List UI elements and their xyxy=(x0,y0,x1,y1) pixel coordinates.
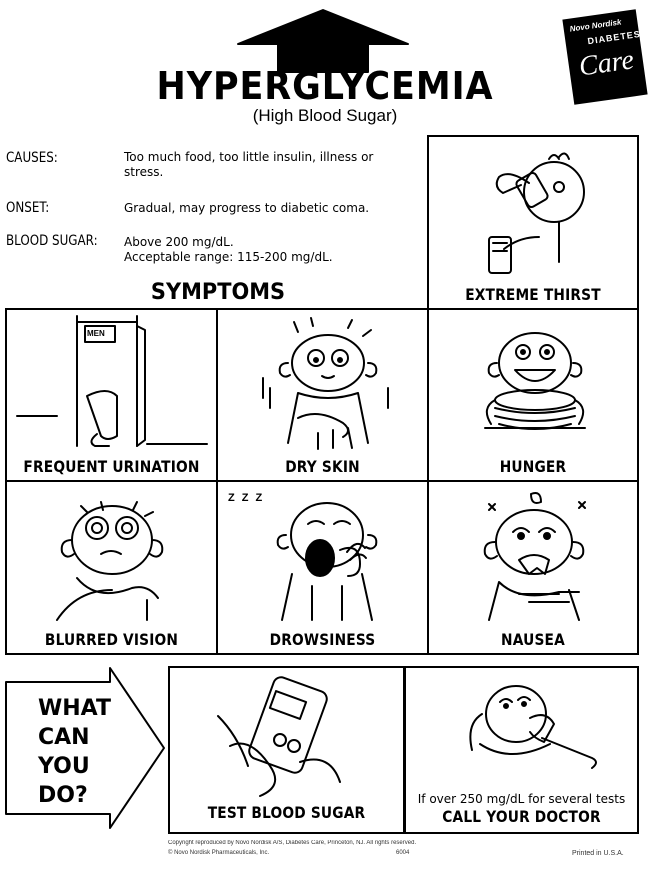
symptoms-heading: SYMPTOMS xyxy=(150,280,286,305)
symptom-label: BLURRED VISION xyxy=(44,630,179,649)
diabetes-care-logo xyxy=(562,9,647,104)
symptom-label: DROWSINESS xyxy=(269,630,376,649)
glucose-meter-icon xyxy=(210,676,360,796)
footer-copyright: Copyright reproduced by Novo Nordisk A/S, Diabetes Care, Princeton, NJ. All rights reserved. xyxy=(168,840,417,846)
footer-company: © Novo Nordisk Pharmaceuticals, Inc. xyxy=(168,850,270,856)
heading-line: WHAT xyxy=(38,696,112,721)
symptom-card-blurred-vision xyxy=(5,480,218,655)
blood-sugar-label: BLOOD SUGAR: xyxy=(6,233,98,249)
yawning-person-icon xyxy=(252,490,402,625)
footer-printed: Printed in U.S.A. xyxy=(572,850,624,857)
heading-line: DO? xyxy=(38,783,88,808)
action-label: CALL YOUR DOCTOR xyxy=(442,807,601,826)
up-arrow-icon xyxy=(238,10,408,72)
action-card-call-doctor xyxy=(404,666,639,834)
symptom-card-extreme-thirst xyxy=(427,135,639,310)
onset-text: Gradual, may progress to diabetic coma. xyxy=(124,201,370,215)
symptom-label: DRY SKIN xyxy=(285,457,360,476)
call-doctor-condition: If over 250 mg/dL for several tests xyxy=(417,792,626,806)
phone-call-icon xyxy=(446,674,606,784)
blood-sugar-text-1: Above 200 mg/dL. xyxy=(124,235,234,249)
symptom-label: HUNGER xyxy=(499,457,567,476)
symptom-label: FREQUENT URINATION xyxy=(23,457,200,476)
symptom-card-hunger xyxy=(427,308,639,482)
symptom-card-dry-skin xyxy=(216,308,429,482)
zzz-text: Z Z Z xyxy=(228,492,265,504)
symptom-label: NAUSEA xyxy=(501,630,565,649)
onset-label: ONSET: xyxy=(6,200,50,216)
action-card-test-blood-sugar xyxy=(168,666,405,834)
blood-sugar-text-2: Acceptable range: 115-200 mg/dL. xyxy=(124,250,333,264)
heading-line: CAN xyxy=(38,725,90,750)
logo-brand: Care xyxy=(577,44,636,83)
symptom-card-frequent-urination xyxy=(5,308,218,482)
symptom-card-drowsiness xyxy=(216,480,429,655)
sick-person-icon xyxy=(459,490,609,625)
dizzy-eyes-person-icon xyxy=(37,490,187,625)
what-can-you-do-heading xyxy=(38,694,111,810)
restroom-door-icon xyxy=(17,316,207,456)
causes-label: CAUSES: xyxy=(6,150,58,166)
causes-text: Too much food, too little insulin, illness or stress. xyxy=(124,150,374,179)
eating-person-icon xyxy=(465,318,605,453)
logo-mid: DIABETES xyxy=(586,28,642,47)
footer-code: 6004 xyxy=(396,850,410,856)
page-title: HYPERGLYCEMIA xyxy=(156,64,494,108)
scratching-person-icon xyxy=(258,318,398,453)
symptom-label: EXTREME THIRST xyxy=(465,285,601,304)
action-label: TEST BLOOD SUGAR xyxy=(207,803,366,822)
heading-line: YOU xyxy=(38,754,90,779)
page-subtitle: (High Blood Sugar) xyxy=(252,106,398,125)
logo-top: Novo Nordisk xyxy=(569,17,622,34)
symptom-card-nausea xyxy=(427,480,639,655)
door-sign-text: MEN xyxy=(87,329,105,338)
drinking-person-icon xyxy=(459,147,609,277)
